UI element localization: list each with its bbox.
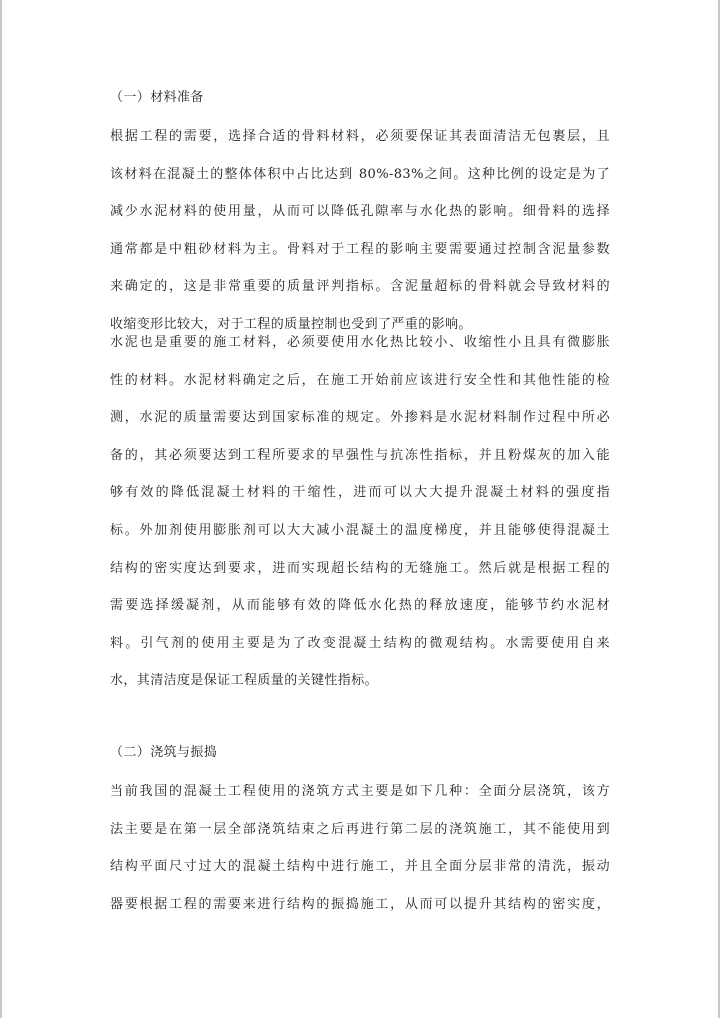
page-left-edge xyxy=(0,0,2,1018)
paragraph-line: 性的材料。水泥材料确定之后，在施工开始前应该进行安全性和其他性能的检 xyxy=(110,372,610,388)
paragraph-line: 结构平面尺寸过大的混凝土结构中进行施工，并且全面分层非常的清洗，振动 xyxy=(110,859,610,875)
paragraph-line: 通常都是中粗砂材料为主。骨料对于工程的影响主要需要通过控制含泥量参数 xyxy=(110,241,610,257)
paragraph-line: 收缩变形比较大，对于工程的质量控制也受到了严重的影响。 xyxy=(110,316,472,332)
paragraph-line: 水泥也是重要的施工材料，必须要使用水化热比较小、收缩性小且具有微膨胀 xyxy=(110,335,610,350)
paragraph-line: 水，其清洁度是保证工程质量的关键性指标。 xyxy=(110,673,379,689)
paragraph-line: 器要根据工程的需要来进行结构的振捣施工，从而可以提升其结构的密实度， xyxy=(110,896,610,912)
section-heading-pouring: （二）浇筑与振捣 xyxy=(110,745,218,760)
paragraph-line: 备的，其必须要达到工程所要求的早强性与抗冻性指标，并且粉煤灰的加入能 xyxy=(110,447,610,463)
paragraph-line: 减少水泥材料的使用量，从而可以降低孔隙率与水化热的影响。细骨料的选择 xyxy=(110,204,610,220)
paragraph-line: 标。外加剂使用膨胀剂可以大大减小混凝土的温度梯度，并且能够使得混凝土 xyxy=(110,522,610,538)
paragraph-line: 测，水泥的质量需要达到国家标准的规定。外掺料是水泥材料制作过程中所必 xyxy=(110,410,610,426)
paragraph-line: 该材料在混凝土的整体体积中占比达到 80%-83%之间。这种比例的设定是为了 xyxy=(110,166,610,182)
paragraph-line: 法主要是在第一层全部浇筑结束之后再进行第二层的浇筑施工，其不能使用到 xyxy=(110,821,610,837)
paragraph-cement xyxy=(110,324,610,700)
paragraph-line: 需要选择缓凝剂，从而能够有效的降低水化热的释放速度，能够节约水泥材 xyxy=(110,598,610,614)
paragraph-line: 结构的密实度达到要求，进而实现超长结构的无缝施工。然后就是根据工程的 xyxy=(110,560,610,576)
paragraph-aggregate xyxy=(110,118,610,344)
section-heading-materials: （一）材料准备 xyxy=(110,90,204,105)
paragraph-line: 根据工程的需要，选择合适的骨料材料，必须要保证其表面清洁无包裹层，且 xyxy=(110,129,610,144)
paragraph-line: 料。引气剂的使用主要是为了改变混凝土结构的微观结构。水需要使用自来 xyxy=(110,635,610,651)
paragraph-line: 够有效的降低混凝土材料的干缩性，进而可以大大提升混凝土材料的强度指 xyxy=(110,485,610,501)
paragraph-line: 来确定的，这是非常重要的质量评判指标。含泥量超标的骨料就会导致材料的 xyxy=(110,279,610,295)
paragraph-pouring-methods xyxy=(110,773,610,923)
paragraph-line: 当前我国的混凝土工程使用的浇筑方式主要是如下几种：全面分层浇筑，该方 xyxy=(110,784,610,799)
